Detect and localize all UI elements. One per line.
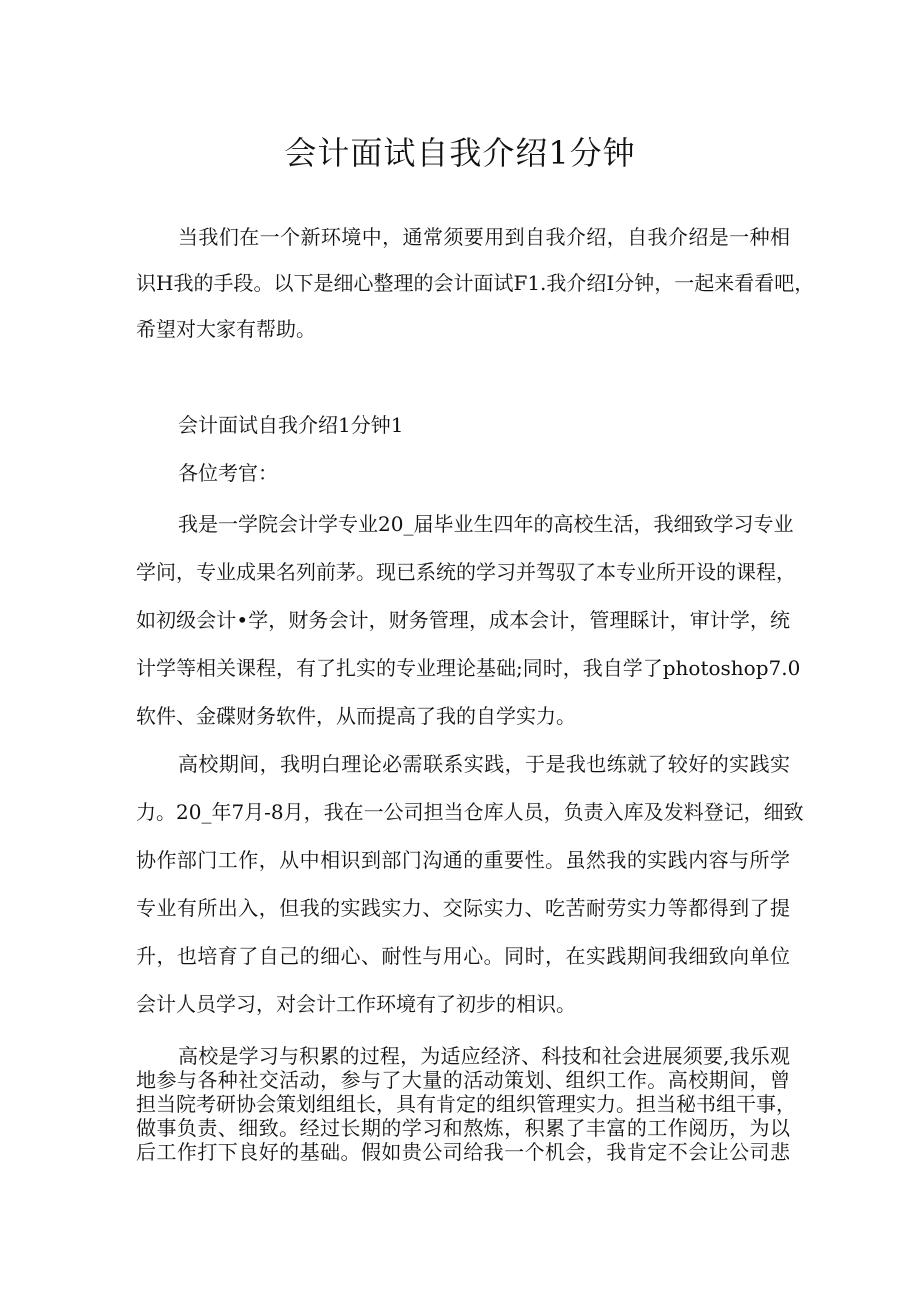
paragraph-line: 力。20_年7月-8月，我在一公司担当仓库人员，负责入库及发料登记，细致: [136, 800, 804, 824]
intro-paragraph: [136, 214, 815, 352]
salutation: 各位考官：: [178, 461, 278, 485]
paragraph-line: 计学等相关课程，有了扎实的专业理论基础;同时，我自学了photoshop7.0: [136, 656, 801, 680]
section-heading: 会计面试自我介绍1分钟1: [178, 413, 404, 437]
paragraph-line: 软件、金碟财务软件，从而提高了我的自学实力。: [136, 704, 576, 728]
paragraph-practice: [136, 740, 804, 1028]
paragraph-line: 后工作打下良好的基础。假如贵公司给我一个机会，我肯定不会让公司悲: [136, 1140, 790, 1164]
paragraph-education: [136, 500, 801, 740]
paragraph-activities: [136, 1044, 796, 1164]
paragraph-line: 我是一学院会计学专业20_届毕业生四年的高校生活，我细致学习专业: [178, 512, 794, 536]
document-title: 会计面试自我介绍1分钟: [284, 134, 636, 172]
paragraph-line: 会计人员学习，对会计工作环境有了初步的相识。: [136, 992, 576, 1016]
paragraph-line: 做事负责、细致。经过长期的学习和熬炼，积累了丰富的工作阅历，为以: [136, 1116, 790, 1140]
paragraph-line: 高校是学习与积累的过程，为适应经济、科技和社会进展须要,我乐观: [178, 1044, 790, 1068]
intro-line: 识H我的手段。以下是细心整理的会计面试F1.我介绍I分钟，一起来看看吧，: [136, 271, 815, 295]
paragraph-line: 专业有所出入，但我的实践实力、交际实力、吃苦耐劳实力等都得到了提: [136, 896, 790, 920]
paragraph-line: 担当院考研协会策划组组长，具有肯定的组织管理实力。担当秘书组干事，: [136, 1092, 796, 1116]
intro-line: 希望对大家有帮助。: [136, 317, 316, 341]
paragraph-line: 地参与各种社交活动，参与了大量的活动策划、组织工作。高校期间，曾: [136, 1068, 790, 1092]
paragraph-line: 如初级会计•学，财务会计，财务管理，成本会计，管理睬计，审计学，统: [136, 608, 790, 632]
paragraph-line: 协作部门工作，从中相识到部门沟通的重要性。虽然我的实践内容与所学: [136, 848, 790, 872]
paragraph-line: 升，也培育了自己的细心、耐性与用心。同时，在实践期间我细致向单位: [136, 944, 790, 968]
intro-line: 当我们在一个新环境中，通常须要用到自我介绍，自我介绍是一种相: [178, 225, 790, 249]
paragraph-line: 高校期间，我明白理论必需联系实践，于是我也练就了较好的实践实: [178, 752, 790, 776]
paragraph-line: 学问，专业成果名列前茅。现已系统的学习并驾驭了本专业所开设的课程，: [136, 560, 796, 584]
